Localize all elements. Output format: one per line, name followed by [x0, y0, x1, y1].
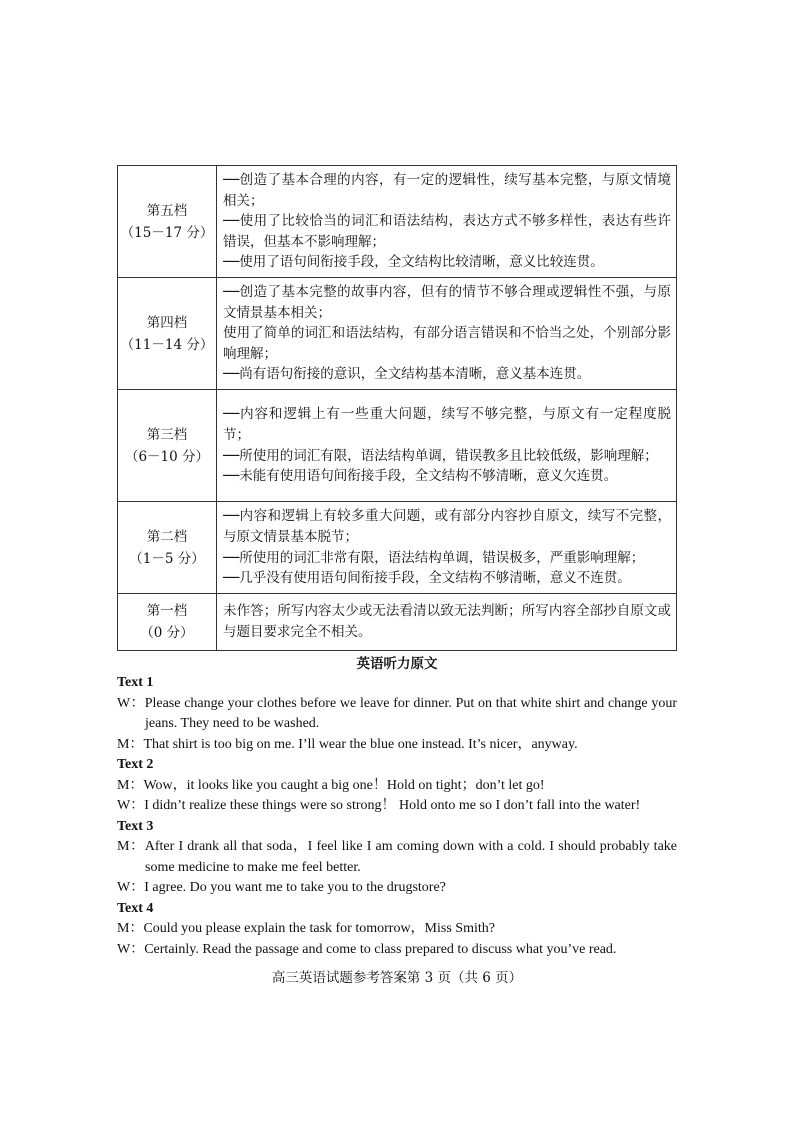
grade-level-cell — [118, 166, 217, 278]
dialog-line: M：Could you please explain the task for tomorrow，Miss Smith? — [117, 921, 495, 936]
grade-description-cell — [217, 278, 677, 390]
dialog-line: W：Please change your clothes before we leave for dinner. Put on that white shirt and change your jeans. They need to be washed. — [117, 695, 677, 731]
grade-level-cell — [118, 278, 217, 390]
grade-description-cell — [217, 390, 677, 502]
listening-section-title: 英语听力原文 — [356, 656, 438, 672]
dialog-line: M：Wow，it looks like you caught a big one！Hold on tight；don’t let go! — [117, 777, 545, 793]
grade-score-range: （1－5 分） — [129, 550, 205, 567]
grade-score-range: （11－14 分） — [120, 336, 214, 353]
grade-criterion: ──几乎没有使用语句间衔接手段，全文结构不够清晰，意义不连贯。 — [223, 570, 631, 587]
grade-criterion: ──所使用的词汇有限，语法结构单调，错误教多且比较低级，影响理解； — [223, 447, 658, 464]
grade-score-range: （6－10 分） — [124, 448, 210, 465]
grade-score-range: （15－17 分） — [120, 224, 214, 241]
grade-row — [118, 390, 677, 502]
grade-row — [118, 594, 677, 651]
grade-row — [118, 502, 677, 594]
grade-score-range: （0 分） — [140, 625, 194, 641]
grade-criterion: ──所使用的词汇非常有限，语法结构单调，错误极多，严重影响理解； — [223, 549, 645, 566]
grade-level-cell — [118, 594, 217, 651]
grade-level-name: 第四档 — [146, 314, 188, 331]
grade-criterion: 未作答；所写内容太少或无法看清以致无法判断；所写内容全部抄自原文或与题目要求完全不相关。 — [223, 603, 671, 640]
text-heading: Text 1 — [117, 675, 154, 690]
grade-level-name: 第三档 — [146, 426, 188, 443]
dialog-line: W：I agree. Do you want me to take you to the drugstore? — [117, 880, 446, 895]
dialog-line: W：Certainly. Read the passage and come to class prepared to discuss what you’ve read. — [117, 941, 617, 957]
grade-criterion: 使用了简单的词汇和语法结构，有部分语言错误和不恰当之处，个别部分影响理解； — [223, 325, 671, 362]
text-heading: Text 2 — [117, 757, 154, 772]
grade-criterion: ──创造了基本合理的内容，有一定的逻辑性，续写基本完整，与原文情境相关； — [223, 172, 671, 209]
grade-description-cell — [217, 594, 677, 651]
dialog-line: W：I didn’t realize these things were so strong！ Hold onto me so I don’t fall into the water! — [117, 798, 641, 813]
grade-level-name: 第一档 — [146, 603, 188, 619]
text-heading: Text 4 — [117, 900, 154, 916]
grade-row — [118, 166, 677, 278]
grade-level-cell — [118, 390, 217, 502]
grade-criterion: ──内容和逻辑上有一些重大问题，续写不够完整，与原文有一定程度脱节； — [223, 406, 671, 443]
grading-table — [117, 165, 677, 651]
grade-row — [118, 278, 677, 390]
grade-criterion: ──内容和逻辑上有较多重大问题，或有部分内容抄自原文，续写不完整，与原文情景基本脱节； — [223, 508, 671, 545]
grade-criterion: ──尚有语句衔接的意识，全文结构基本清晰，意义基本连贯。 — [223, 366, 591, 383]
grade-description-cell — [217, 502, 677, 594]
grade-criterion: ──使用了语句间衔接手段，全文结构比较清晰，意义比较连贯。 — [223, 254, 604, 271]
page-footer: 高三英语试题参考答案第 3 页（共 6 页） — [271, 970, 523, 986]
grade-level-cell — [118, 502, 217, 594]
dialog-line: M：After I drank all that soda，I feel like I am coming down with a cold. I should probably take some medicine to make me feel better. — [117, 839, 677, 875]
grade-level-name: 第二档 — [146, 528, 188, 545]
grade-description-cell — [217, 166, 677, 278]
grade-criterion: ──使用了比较恰当的词汇和语法结构，表达方式不够多样性，表达有些许错误，但基本不影响理解； — [223, 213, 671, 250]
grading-table-body — [118, 166, 677, 651]
text-heading: Text 3 — [117, 818, 154, 834]
dialog-line: M：That shirt is too big on me. I’ll wear the blue one instead. It’s nicer，anyway. — [117, 736, 578, 752]
grade-level-name: 第五档 — [146, 202, 188, 219]
grade-criterion: ──未能有使用语句间衔接手段，全文结构不够清晰，意义欠连贯。 — [223, 468, 618, 485]
listening-transcript — [117, 673, 677, 960]
grade-criterion: ──创造了基本完整的故事内容，但有的情节不够合理或逻辑性不强，与原文情景基本相关； — [223, 284, 671, 321]
